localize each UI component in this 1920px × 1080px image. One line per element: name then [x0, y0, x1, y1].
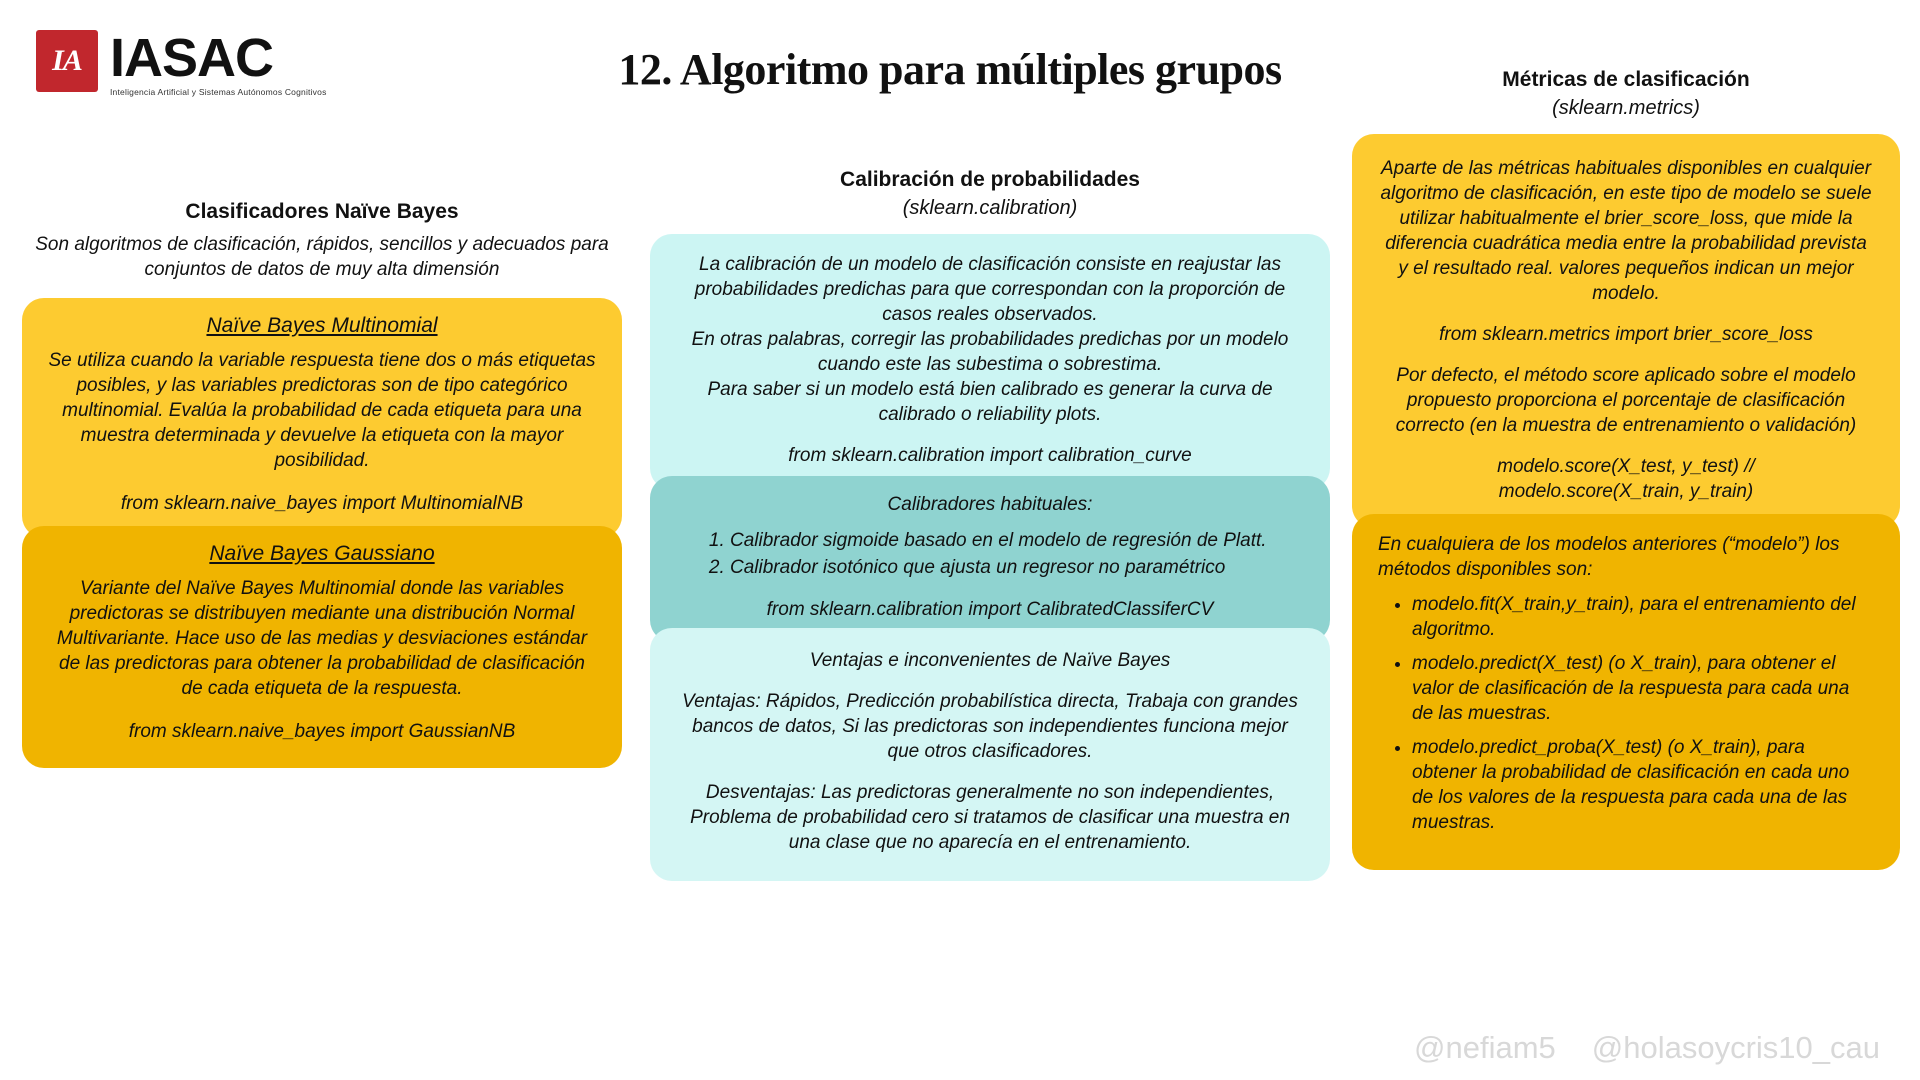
metricas-code2-line2: modelo.score(X_train, y_train)	[1498, 481, 1754, 502]
metricas-p1: Aparte de las métricas habituales disponibles en cualquier algoritmo de clasificación, en este tipo de modelo se suele utilizar habitualmente el brier_score_loss, que mide la diferencia cuadrática media entre la probabilidad prevista y el resultado real. valores pequeños indican un mejor modelo.	[1380, 158, 1872, 304]
column-naive-bayes	[22, 200, 622, 768]
calibracion-code: from sklearn.calibration import calibration_curve	[788, 445, 1192, 466]
card-naive-bayes-gaussiano	[22, 526, 622, 768]
right-column-subheading: (sklearn.metrics)	[1552, 97, 1700, 119]
calibradores-title: Calibradores habituales:	[887, 494, 1093, 515]
spacer	[1378, 438, 1874, 454]
card-title-multinomial: Naïve Bayes Multinomial	[206, 314, 438, 337]
spacer	[676, 581, 1304, 597]
list-item: 2. Calibrador isotónico que ajusta un regresor no paramétrico	[730, 554, 1304, 581]
metodos-intro: En cualquiera de los modelos anteriores (“modelo”) los métodos disponibles son:	[1378, 534, 1840, 580]
metodos-list	[1378, 592, 1874, 835]
calibradores-list	[676, 527, 1304, 581]
card-calibracion-definicion	[650, 234, 1330, 490]
logo-text-block	[110, 30, 327, 97]
spacer	[1378, 306, 1874, 322]
calibracion-p1: La calibración de un modelo de clasificación consiste en reajustar las probabilidades predichas para que correspondan con la proporción de casos reales observados.	[694, 254, 1286, 325]
calibracion-p2: En otras palabras, corregir las probabilidades predichas por un modelo cuando este las subestima o sobrestima.	[691, 329, 1289, 375]
ventajas-text: Ventajas: Rápidos, Predicción probabilística directa, Trabaja con grandes bancos de datos, Si las predictoras son independientes funciona mejor que otros clasificadores.	[682, 691, 1298, 762]
logo-mark-icon: IA	[36, 30, 98, 92]
metricas-code2-line1: modelo.score(X_test, y_test) //	[1497, 456, 1755, 477]
list-item: • modelo.predict(X_test) (o X_train), para obtener el valor de clasificación de la respuesta para cada una de las muestras.	[1412, 651, 1874, 726]
card-calibradores-habituales	[650, 476, 1330, 642]
spacer	[676, 764, 1304, 780]
list-item: • modelo.fit(X_train,y_train), para el entrenamiento del algoritmo.	[1412, 592, 1874, 642]
brand-logo	[36, 30, 327, 97]
card-body-gaussiano: Variante del Naïve Bayes Multinomial donde las variables predictoras se distribuyen mediante una distribución Normal Multivariante. Hace uso de las medias y desviaciones estándar de las predictoras para obtener la probabilidad de clasificación de cada etiqueta de la respuesta.	[56, 578, 588, 699]
card-naive-bayes-multinomial	[22, 298, 622, 538]
spacer	[1378, 347, 1874, 363]
right-column-heading: Métricas de clasificación	[1502, 68, 1750, 91]
calibracion-p3: Para saber si un modelo está bien calibrado es generar la curva de calibrado o reliability plots.	[707, 379, 1273, 425]
logo-tagline: Inteligencia Artificial y Sistemas Autónomos Cognitivos	[110, 87, 327, 97]
left-column-heading: Clasificadores Naïve Bayes	[185, 200, 459, 223]
list-item: 1. Calibrador sigmoide basado en el modelo de regresión de Platt.	[730, 527, 1304, 554]
logo-name: IASAC	[110, 28, 274, 88]
page-title: 12. Algoritmo para múltiples grupos	[618, 45, 1282, 94]
spacer	[676, 427, 1304, 443]
card-code-multinomial: from sklearn.naive_bayes import MultinomialNB	[120, 493, 524, 514]
card-code-gaussiano: from sklearn.naive_bayes import GaussianNB	[128, 721, 516, 742]
metricas-p2: Por defecto, el método score aplicado sobre el modelo propuesto proporciona el porcentaje de clasificación correcto (en la muestra de entrenamiento o validación)	[1395, 365, 1857, 436]
footer-handles	[1414, 1030, 1880, 1066]
handle-nefiam5: @nefiam5	[1414, 1030, 1556, 1065]
spacer	[676, 673, 1304, 689]
desventajas-text: Desventajas: Las predictoras generalmente no son independientes, Problema de probabilidad cero si tratamos de clasificar una muestra en una clase que no aparecía en el entrenamiento.	[690, 782, 1290, 853]
middle-column-subheading: (sklearn.calibration)	[902, 197, 1078, 219]
ventajas-title: Ventajas e inconvenientes de Naïve Bayes	[809, 650, 1171, 671]
left-column-description: Son algoritmos de clasificación, rápidos, sencillos y adecuados para conjuntos de datos de muy alta dimensión	[35, 234, 609, 280]
column-calibracion	[650, 168, 1330, 881]
calibradores-code: from sklearn.calibration import CalibratedClassiferCV	[766, 599, 1214, 620]
card-metricas-brier	[1352, 134, 1900, 528]
middle-column-heading: Calibración de probabilidades	[840, 168, 1140, 191]
metricas-code1: from sklearn.metrics import brier_score_loss	[1439, 324, 1813, 345]
card-title-gaussiano: Naïve Bayes Gaussiano	[209, 542, 435, 565]
card-metodos-disponibles	[1352, 514, 1900, 870]
list-item: • modelo.predict_proba(X_test) (o X_train), para obtener la probabilidad de clasificación en cada uno de los valores de la respuesta para cada una de las muestras.	[1412, 735, 1874, 835]
column-metricas	[1352, 68, 1900, 870]
card-ventajas-inconvenientes	[650, 628, 1330, 881]
handle-holasoycris10: @holasoycris10_cau	[1591, 1030, 1880, 1065]
card-body-multinomial: Se utiliza cuando la variable respuesta tiene dos o más etiquetas posibles, y las variables predictoras son de tipo categórico multinomial. Evalúa la probabilidad de cada etiqueta para una muestra determinada y devuelve la etiqueta con la mayor posibilidad.	[48, 350, 596, 471]
